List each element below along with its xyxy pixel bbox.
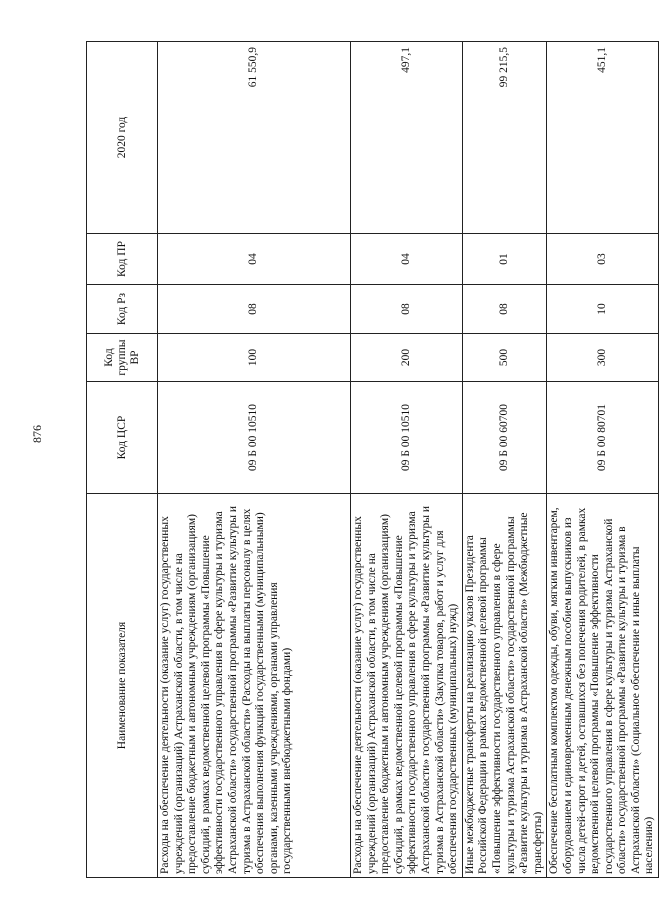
header-vr: Код группы ВР [87,334,158,382]
row-name: Расходы на обеспечение деятельности (оказание услуг) государственных учреждений (организаций) Астраханской области, в том числе на предоставление бюджетным и автономным учреждениям (организациям) субсидий, в рамках ведомственной целевой программы «Повышение эффективности государственного управления в сфере культуры и туризма Астраханской области» государственной программы «Развитие культуры и туризма в Астраханской области» (Закупка товаров, работ и услуг для обеспечения государственных (муниципальных) нужд) [351,494,463,878]
row-name: Обеспечение бесплатным комплектом одежды, обуви, мягким инвентарем, оборудованием и единовременным денежным пособием выпускников из числа детей-сирот и детей, оставшихся без попечения родителей, в рамках ведомственной целевой программы «Повышение эффективности государственного управления в сфере культуры и туризма Астраханской области» государственной программы «Развитие культуры и туризма в Астраханской области» (Социальное обеспечение и иные выплаты населению) [547,494,659,878]
header-csr: Код ЦСР [87,382,158,494]
row-pr: 03 [547,234,659,285]
budget-table [86,41,659,878]
row-pr: 04 [158,234,351,285]
table-row [158,42,351,878]
row-vr: 300 [547,334,659,382]
row-amount: 451,1 [547,42,659,234]
row-csr: 09 Б 00 10510 [351,382,463,494]
header-year: 2020 год [87,42,158,234]
row-rz: 08 [158,285,351,334]
header-row [87,42,158,878]
row-pr: 01 [462,234,547,285]
table-row [351,42,463,878]
header-pr: Код ПР [87,234,158,285]
row-vr: 100 [158,334,351,382]
row-amount: 99 215,5 [462,42,547,234]
row-name: Расходы на обеспечение деятельности (оказание услуг) государственных учреждений (организаций) Астраханской области, в том числе на предоставление бюджетным и автономным учреждениям (организациям) субсидий, в рамках ведомственной целевой программы «Повышение эффективности государственного управления в сфере культуры и туризма Астраханской области» государственной программы «Развитие культуры и туризма в Астраханской области» (Расходы на выплаты персоналу в целях обеспечения выполнения функций государственными (муниципальными) органами, казенными учреждениями, органами управления государственными внебюджетными фондами) [158,494,351,878]
row-amount: 61 550,9 [158,42,351,234]
row-rz: 10 [547,285,659,334]
row-pr: 04 [351,234,463,285]
rotated-table-wrapper [86,47,656,878]
row-name: Иные межбюджетные трансферты на реализацию указов Президента Российской Федерации в рамках ведомственной целевой программы «Повышение эффективности государственного управления в сфере культуры и туризма Астраханской области» государственной программы «Развитие культуры и туризма в Астраханской области» (Межбюджетные трансферты) [462,494,547,878]
row-vr: 200 [351,334,463,382]
row-csr: 09 Б 00 80701 [547,382,659,494]
table-row [547,42,659,878]
header-rz: Код Рз [87,285,158,334]
header-name: Наименование показателя [87,494,158,878]
row-rz: 08 [462,285,547,334]
row-csr: 09 Б 00 60700 [462,382,547,494]
row-amount: 497,1 [351,42,463,234]
table-row [462,42,547,878]
row-rz: 08 [351,285,463,334]
row-csr: 09 Б 00 10510 [158,382,351,494]
page-number: 876 [30,425,44,443]
row-vr: 500 [462,334,547,382]
